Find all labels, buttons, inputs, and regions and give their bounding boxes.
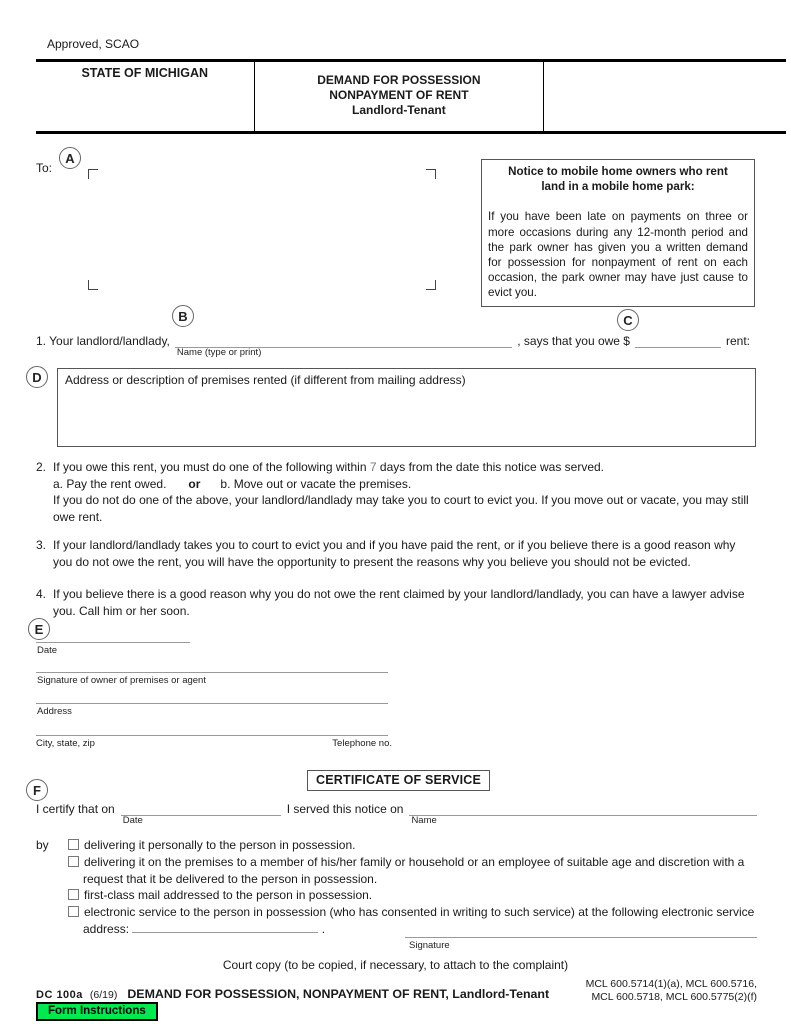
owner-signature-label: Signature of owner of premises or agent [37,675,206,686]
checkbox-electronic-service[interactable] [68,906,79,917]
name-hint: Name (type or print) [176,347,262,358]
option-b: b. Move out or vacate the premises. [220,476,412,491]
form-revision: (6/19) [89,989,118,1001]
city-phone-labels [36,738,392,749]
item-4: 4. If you believe there is a good reason why you do not owe the rent claimed by your landlord/landlady, you can have a lawyer advise you. Call him or her soon. [36,587,745,618]
bracket-top-left [88,169,98,179]
city-label: City, state, zip [36,738,95,749]
form-title-line2: NONPAYMENT OF RENT [329,88,469,102]
item2-options [53,477,411,491]
service-option-mail: first-class mail addressed to the person in possession. [68,887,760,904]
by-label: by [36,838,49,852]
phone-label: Telephone no. [332,738,392,749]
served-name-field[interactable] [409,801,757,826]
marker-c: C [617,309,639,331]
item2-line1: If you owe this rent, you must do one of the following within 7 days from the date this notice was served. [53,460,604,474]
mcl-citations [586,978,757,1003]
approved-scao-text: Approved, SCAO [47,37,140,51]
item1-suffix: rent: [725,334,750,348]
owner-address-label: Address [37,706,72,717]
mcl-line1: MCL 600.5714(1)(a), MCL 600.5716, [585,978,757,990]
item1-middle: , says that you owe $ [517,334,630,348]
premises-box-label: Address or description of premises rented (if different from mailing address) [65,373,466,387]
days-value: 7 [369,460,377,474]
bracket-bottom-left [88,280,98,290]
notice-body: If you have been late on payments on three or more occasions during any 12-month period and the park owner has given you a written demand for possession for nonpayment of rent on each occasion, the park owner may have just cause to evict you. [488,210,748,300]
service-option-premises: delivering it on the premises to a member of his/her family or household or an employee of suitable age and discretion with a request that it be delivered to the person in possession. [68,854,760,888]
form-title-cell [255,62,545,131]
owner-signature-field[interactable] [36,672,388,673]
item1-prefix: 1. Your landlord/landlady, [36,334,170,348]
marker-b: B [172,305,194,327]
form-instructions-button[interactable]: Form Instructions [36,1002,158,1021]
court-copy-note: Court copy (to be copied, if necessary, to attach to the complaint) [222,958,569,972]
item2-line3: If you do not do one of the above, your landlord/landlady may take you to court to evict you. If you move out or vacate, you may still owe rent. [53,493,749,524]
item1-row [36,333,750,358]
option-period: . [321,921,326,936]
marker-e: E [28,618,50,640]
footer-left [36,987,549,1001]
case-number-cell [544,62,786,131]
city-state-zip-field[interactable] [36,735,388,736]
service-option-electronic: electronic service to the person in possession (who has consented in writing to such service) at the following electronic service address: . [68,904,760,938]
item-3: 3. If your landlord/landlady takes you to court to evict you and if you have paid the rent, or if you believe there is a good reason why you do not owe the rent, you will have the opportunity to present the reasons why you believe you should not be evicted. [36,538,736,569]
certify-middle: I served this notice on [286,802,404,816]
bracket-bottom-right [426,280,436,290]
form-title-line1: DEMAND FOR POSSESSION [317,73,481,87]
item-2: 2. If you owe this rent, you must do one of the following within 7 days from the date this notice was served. a. Pay the rent owed. or b. Move out or vacate the premises. If you do not do one of the above, your landlord/landlady may take you to court to evict you. If you move out or vacate, you may still owe rent. [36,460,749,524]
form-number: DC 100a [36,989,83,1001]
bracket-top-right [426,169,436,179]
date-label: Date [37,645,58,656]
form-header-table [36,59,786,134]
mobile-home-notice-box [481,159,755,307]
or-label: or [188,476,201,491]
form-title-line3: Landlord-Tenant [351,103,446,117]
to-label: To: [36,161,53,175]
notice-terms [36,459,758,619]
premises-address-box[interactable] [57,368,756,447]
landlord-name-field[interactable] [175,333,512,358]
service-date-field[interactable] [121,801,281,826]
marker-a: A [59,147,81,169]
checkbox-premises-delivery[interactable] [68,856,79,867]
recipient-address-field[interactable] [88,169,436,290]
date-field[interactable] [36,642,190,643]
served-name-hint: Name [411,815,437,826]
electronic-address-field[interactable] [132,921,318,933]
server-signature-label: Signature [409,940,450,951]
certificate-heading: CERTIFICATE OF SERVICE [307,770,490,791]
checkbox-first-class-mail[interactable] [68,889,79,900]
state-of-michigan-cell: STATE OF MICHIGAN [36,62,255,131]
checkbox-personal-delivery[interactable] [68,839,79,850]
mcl-line2: MCL 600.5718, MCL 600.5775(2)(f) [591,990,757,1003]
footer-form-title: DEMAND FOR POSSESSION, NONPAYMENT OF RENT, Landlord-Tenant [127,987,550,1001]
certify-row [36,801,757,826]
owner-address-field[interactable] [36,703,388,704]
option-a: a. Pay the rent owed. [53,476,167,491]
certify-before: I certify that on [36,802,115,816]
service-option-personal: delivering it personally to the person in possession. [68,837,760,854]
marker-d: D [26,366,48,388]
service-method-options [68,837,760,938]
marker-f: F [26,779,48,801]
server-signature-field[interactable] [405,937,757,938]
service-date-hint: Date [122,815,143,826]
notice-title: Notice to mobile home owners who rent land in a mobile home park: [508,165,728,194]
rent-amount-field[interactable] [635,333,721,348]
